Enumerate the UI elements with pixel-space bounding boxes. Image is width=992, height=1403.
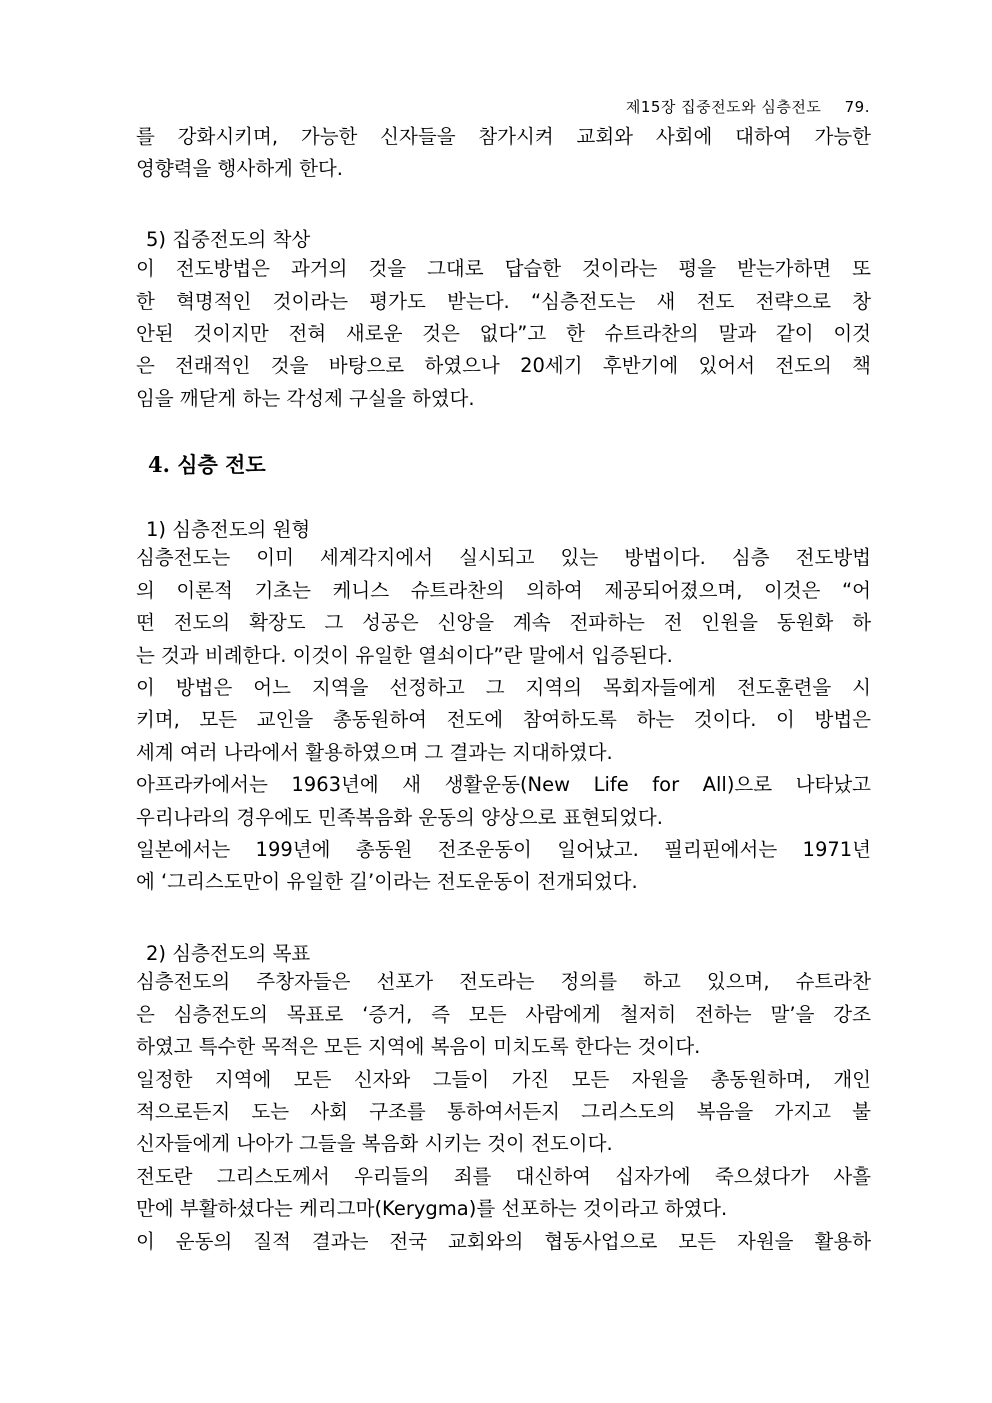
paragraph-line: 세계 여러 나라에서 활용하였으며 그 결과는 지대하였다. — [136, 741, 613, 764]
paragraph-line: 만에 부활하셨다는 케리그마(Kerygma)를 선포하는 것이라고 하였다. — [136, 1197, 728, 1220]
paragraph-line: 한 혁명적인 것이라는 평가도 받는다. “심층전도는 새 전도 전략으로 창 — [136, 290, 871, 313]
paragraph-line: 아프라카에서는 1963년에 새 생활운동(New Life for All)으로 나타났고 — [136, 773, 871, 796]
paragraph-line: 우리나라의 경우에도 민족복음화 운동의 양상으로 표현되었다. — [136, 806, 663, 829]
paragraph-line: 이 방법은 어느 지역을 선정하고 그 지역의 목회자들에게 전도훈련을 시 — [136, 676, 871, 699]
subsection-title: 5) 집중전도의 착상 — [146, 228, 311, 251]
paragraph-line: 안된 것이지만 전혀 새로운 것은 없다”고 한 슈트라찬의 말과 같이 이것 — [136, 322, 871, 345]
subsection-title: 2) 심층전도의 목표 — [146, 942, 311, 965]
paragraph-line: 하였고 특수한 목적은 모든 지역에 복음이 미치도록 한다는 것이다. — [136, 1035, 701, 1058]
paragraph-line: 일정한 지역에 모든 신자와 그들이 가진 모든 자원을 총동원하며, 개인 — [136, 1068, 871, 1091]
subsection-title: 1) 심층전도의 원형 — [146, 518, 311, 541]
paragraph-line: 를 강화시키며, 가능한 신자들을 참가시켜 교회와 사회에 대하여 가능한 — [136, 125, 871, 148]
paragraph-line: 의 이론적 기초는 케니스 슈트라찬의 의하여 제공되어졌으며, 이것은 “어 — [136, 579, 871, 602]
running-header — [626, 96, 870, 117]
paragraph-line: 전도란 그리스도께서 우리들의 죄를 대신하여 십자가에 죽으셨다가 사흘 — [136, 1165, 871, 1188]
paragraph-line: 에 ‘그리스도만이 유일한 길’이라는 전도운동이 전개되었다. — [136, 870, 638, 893]
paragraph-line: 키며, 모든 교인을 총동원하여 전도에 참여하도록 하는 것이다. 이 방법은 — [136, 708, 871, 731]
paragraph-line: 심층전도의 주창자들은 선포가 전도라는 정의를 하고 있으며, 슈트라찬 — [136, 970, 871, 993]
section-title: 4. 심층 전도 — [148, 452, 266, 477]
page-number: 79. — [844, 98, 870, 116]
paragraph-line: 심층전도는 이미 세계각지에서 실시되고 있는 방법이다. 심층 전도방법 — [136, 546, 871, 569]
paragraph-line: 은 전래적인 것을 바탕으로 하였으나 20세기 후반기에 있어서 전도의 책 — [136, 354, 871, 377]
paragraph-line: 신자들에게 나아가 그들을 복음화 시키는 것이 전도이다. — [136, 1132, 613, 1155]
paragraph-line: 는 것과 비례한다. 이것이 유일한 열쇠이다”란 말에서 입증된다. — [136, 644, 673, 667]
paragraph-line: 이 운동의 질적 결과는 전국 교회와의 협동사업으로 모든 자원을 활용하 — [136, 1230, 871, 1253]
paragraph-line: 은 심층전도의 목표로 ‘증거, 즉 모든 사람에게 철저히 전하는 말’을 강조 — [136, 1003, 871, 1026]
paragraph-line: 이 전도방법은 과거의 것을 그대로 답습한 것이라는 평을 받는가하면 또 — [136, 257, 871, 280]
paragraph-line: 일본에서는 199년에 총동원 전조운동이 일어났고. 필리핀에서는 1971년 — [136, 838, 871, 861]
chapter-title: 제15장 집중전도와 심층전도 — [625, 98, 822, 116]
paragraph-line: 영향력을 행사하게 한다. — [136, 157, 343, 180]
paragraph-line: 임을 깨닫게 하는 각성제 구실을 하였다. — [136, 387, 475, 410]
paragraph-line: 떤 전도의 확장도 그 성공은 신앙을 계속 전파하는 전 인원을 동원화 하 — [136, 611, 871, 634]
paragraph-line: 적으로든지 도는 사회 구조를 통하여서든지 그리스도의 복음을 가지고 불 — [136, 1100, 871, 1123]
